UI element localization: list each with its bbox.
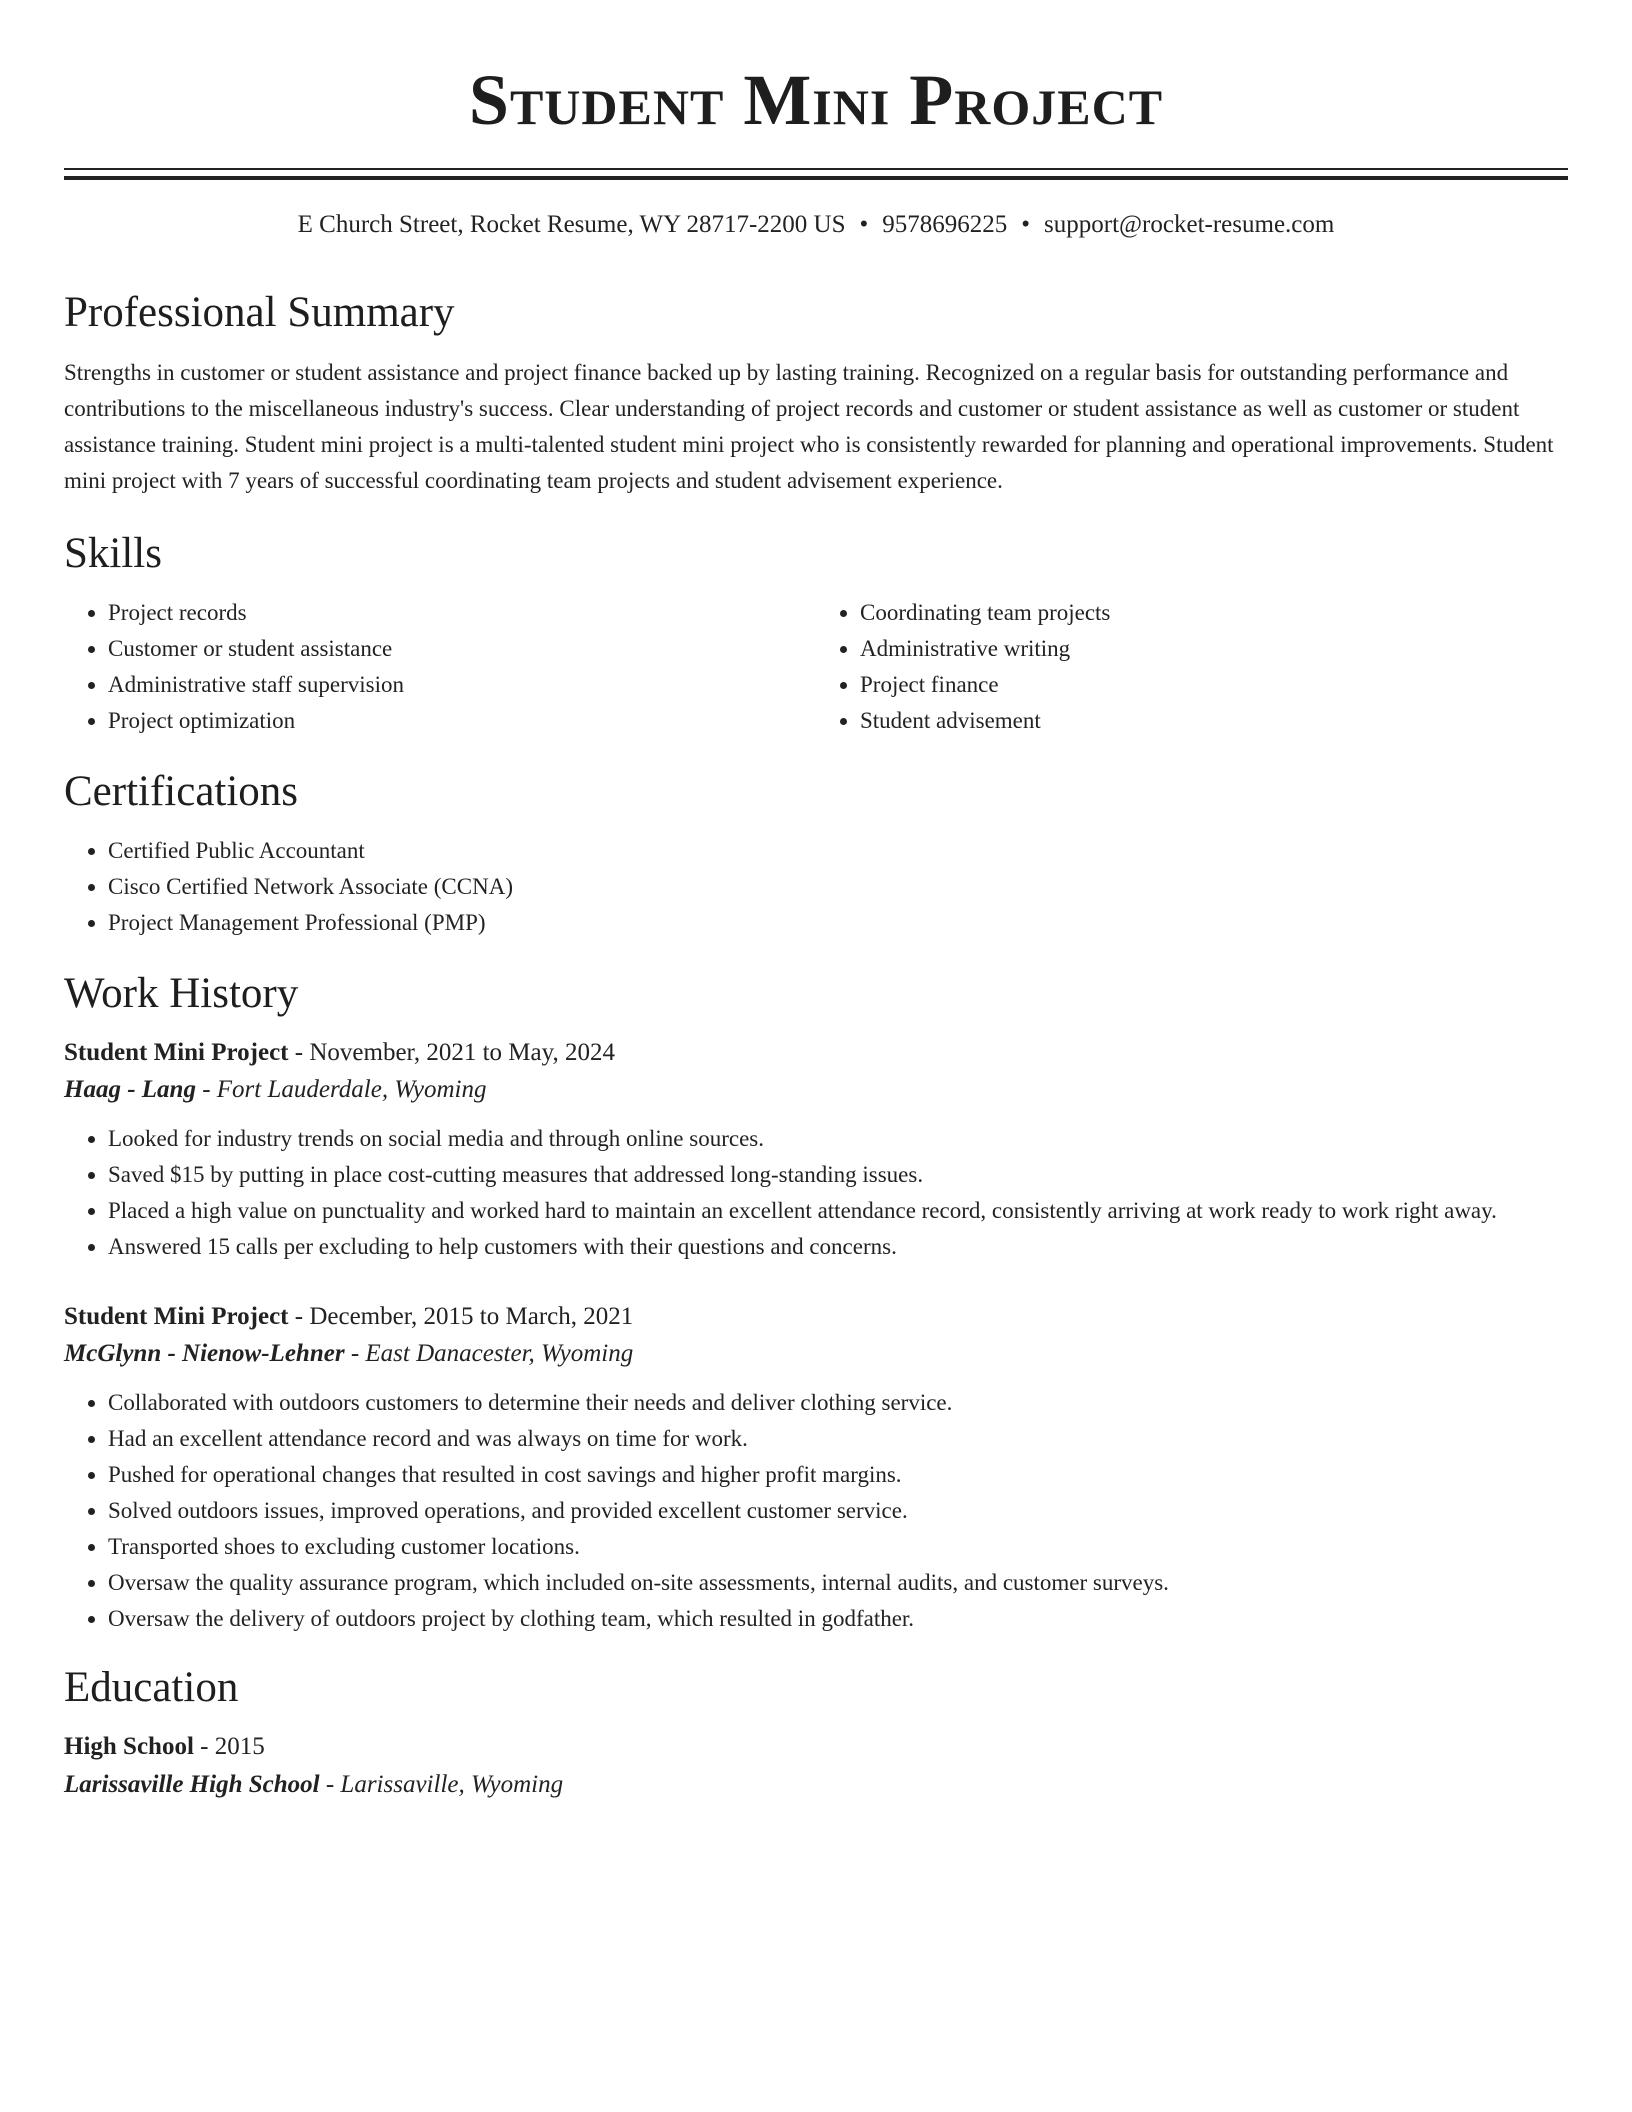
skills-section — [64, 529, 1568, 739]
contact-separator: • — [859, 211, 869, 238]
skills-right-list — [816, 595, 1568, 739]
job-company: McGlynn - Nienow-Lehner — [64, 1340, 345, 1367]
job-bullet: • Solved outdoors issues, improved operations, and provided excellent customer service. — [108, 1493, 1568, 1529]
education-location: Larissaville, Wyoming — [340, 1771, 564, 1798]
job-company: Haag - Lang — [64, 1076, 196, 1103]
job-bullet: • Oversaw the delivery of outdoors project by clothing team, which resulted in godfather. — [108, 1601, 1568, 1637]
job-location: Fort Lauderdale, Wyoming — [216, 1076, 487, 1103]
contact-email: support@rocket-resume.com — [1044, 211, 1335, 238]
job-bullet: • Saved $15 by putting in place cost-cutting measures that addressed long-standing issues. — [108, 1157, 1568, 1193]
job-bullet: • Answered 15 calls per excluding to help customers with their questions and concerns. — [108, 1229, 1568, 1265]
education-year: 2015 — [214, 1733, 265, 1760]
job-bullet: • Pushed for operational changes that resulted in cost savings and higher profit margins. — [108, 1457, 1568, 1493]
contact-separator: • — [1021, 211, 1031, 238]
skill-item: • Customer or student assistance — [108, 631, 816, 667]
job-title: Student Mini Project — [64, 1039, 289, 1066]
job-bullet: • Oversaw the quality assurance program, which included on-site assessments, internal audits, and customer surveys. — [108, 1565, 1568, 1601]
job-bullet: • Had an excellent attendance record and was always on time for work. — [108, 1421, 1568, 1457]
job-bullets — [64, 1121, 1568, 1265]
skill-item: • Project finance — [860, 667, 1568, 703]
skill-item: • Administrative writing — [860, 631, 1568, 667]
summary-text: Strengths in customer or student assistance and project finance backed up by lasting training. Recognized on a regular basis for outstanding performance and contributions to the miscellaneous industry's success. Clear understanding of project records and customer or student assistance as well as customer or student assistance training. Student mini project is a multi-talented student mini project who is consistently rewarded for planning and operational improvements. Student mini project with 7 years of successful coordinating team projects and student advisement experience. — [64, 360, 1554, 493]
job-bullet: • Looked for industry trends on social media and through online sources. — [108, 1121, 1568, 1157]
job-title-line: Student Mini Project - November, 2021 to May, 2024 — [64, 1039, 616, 1066]
job-bullets — [64, 1385, 1568, 1637]
job-dates: November, 2021 to May, 2024 — [309, 1039, 616, 1066]
certifications-section — [64, 767, 1568, 941]
summary-section — [64, 288, 1568, 499]
job-entry — [64, 1035, 1568, 1265]
job-bullet: • Placed a high value on punctuality and worked hard to maintain an excellent attendance record, consistently arriving at work ready to work right away. — [108, 1193, 1568, 1229]
skills-columns — [64, 595, 1568, 739]
skill-item: • Administrative staff supervision — [108, 667, 816, 703]
contact-address: E Church Street, Rocket Resume, WY 28717-2200 US — [297, 211, 846, 238]
resume-name: Student Mini Project — [468, 60, 1164, 140]
certifications-heading: Certifications — [64, 768, 299, 815]
job-bullet: • Collaborated with outdoors customers to determine their needs and deliver clothing service. — [108, 1385, 1568, 1421]
skills-left-list — [64, 595, 816, 739]
skills-heading: Skills — [64, 530, 162, 577]
job-company-line: McGlynn - Nienow-Lehner - East Danacester, Wyoming — [64, 1340, 634, 1367]
job-title-line: Student Mini Project - December, 2015 to March, 2021 — [64, 1303, 634, 1330]
skill-item: • Student advisement — [860, 703, 1568, 739]
work-history-section — [64, 969, 1568, 1637]
education-degree-line: High School - 2015 — [64, 1733, 265, 1760]
job-entry — [64, 1299, 1568, 1637]
contact-line — [64, 210, 1568, 240]
job-dates: December, 2015 to March, 2021 — [309, 1303, 634, 1330]
certification-item: • Project Management Professional (PMP) — [108, 905, 1568, 941]
skill-item: • Project optimization — [108, 703, 816, 739]
job-title: Student Mini Project — [64, 1303, 289, 1330]
certifications-list — [64, 833, 1568, 941]
skill-item: • Project records — [108, 595, 816, 631]
skill-item: • Coordinating team projects — [860, 595, 1568, 631]
education-school: Larissaville High School — [64, 1771, 320, 1798]
summary-heading: Professional Summary — [64, 289, 455, 336]
education-heading: Education — [64, 1664, 239, 1711]
job-company-line: Haag - Lang - Fort Lauderdale, Wyoming — [64, 1076, 487, 1103]
contact-phone: 9578696225 — [882, 211, 1008, 238]
certification-item: • Certified Public Accountant — [108, 833, 1568, 869]
job-bullet: • Transported shoes to excluding customer locations. — [108, 1529, 1568, 1565]
education-school-line: Larissaville High School - Larissaville, Wyoming — [64, 1771, 564, 1798]
work-history-heading: Work History — [64, 970, 299, 1017]
education-section — [64, 1663, 1568, 1805]
job-location: East Danacester, Wyoming — [365, 1340, 634, 1367]
header-double-rule — [64, 168, 1568, 180]
education-degree: High School — [64, 1733, 194, 1760]
certification-item: • Cisco Certified Network Associate (CCNA) — [108, 869, 1568, 905]
